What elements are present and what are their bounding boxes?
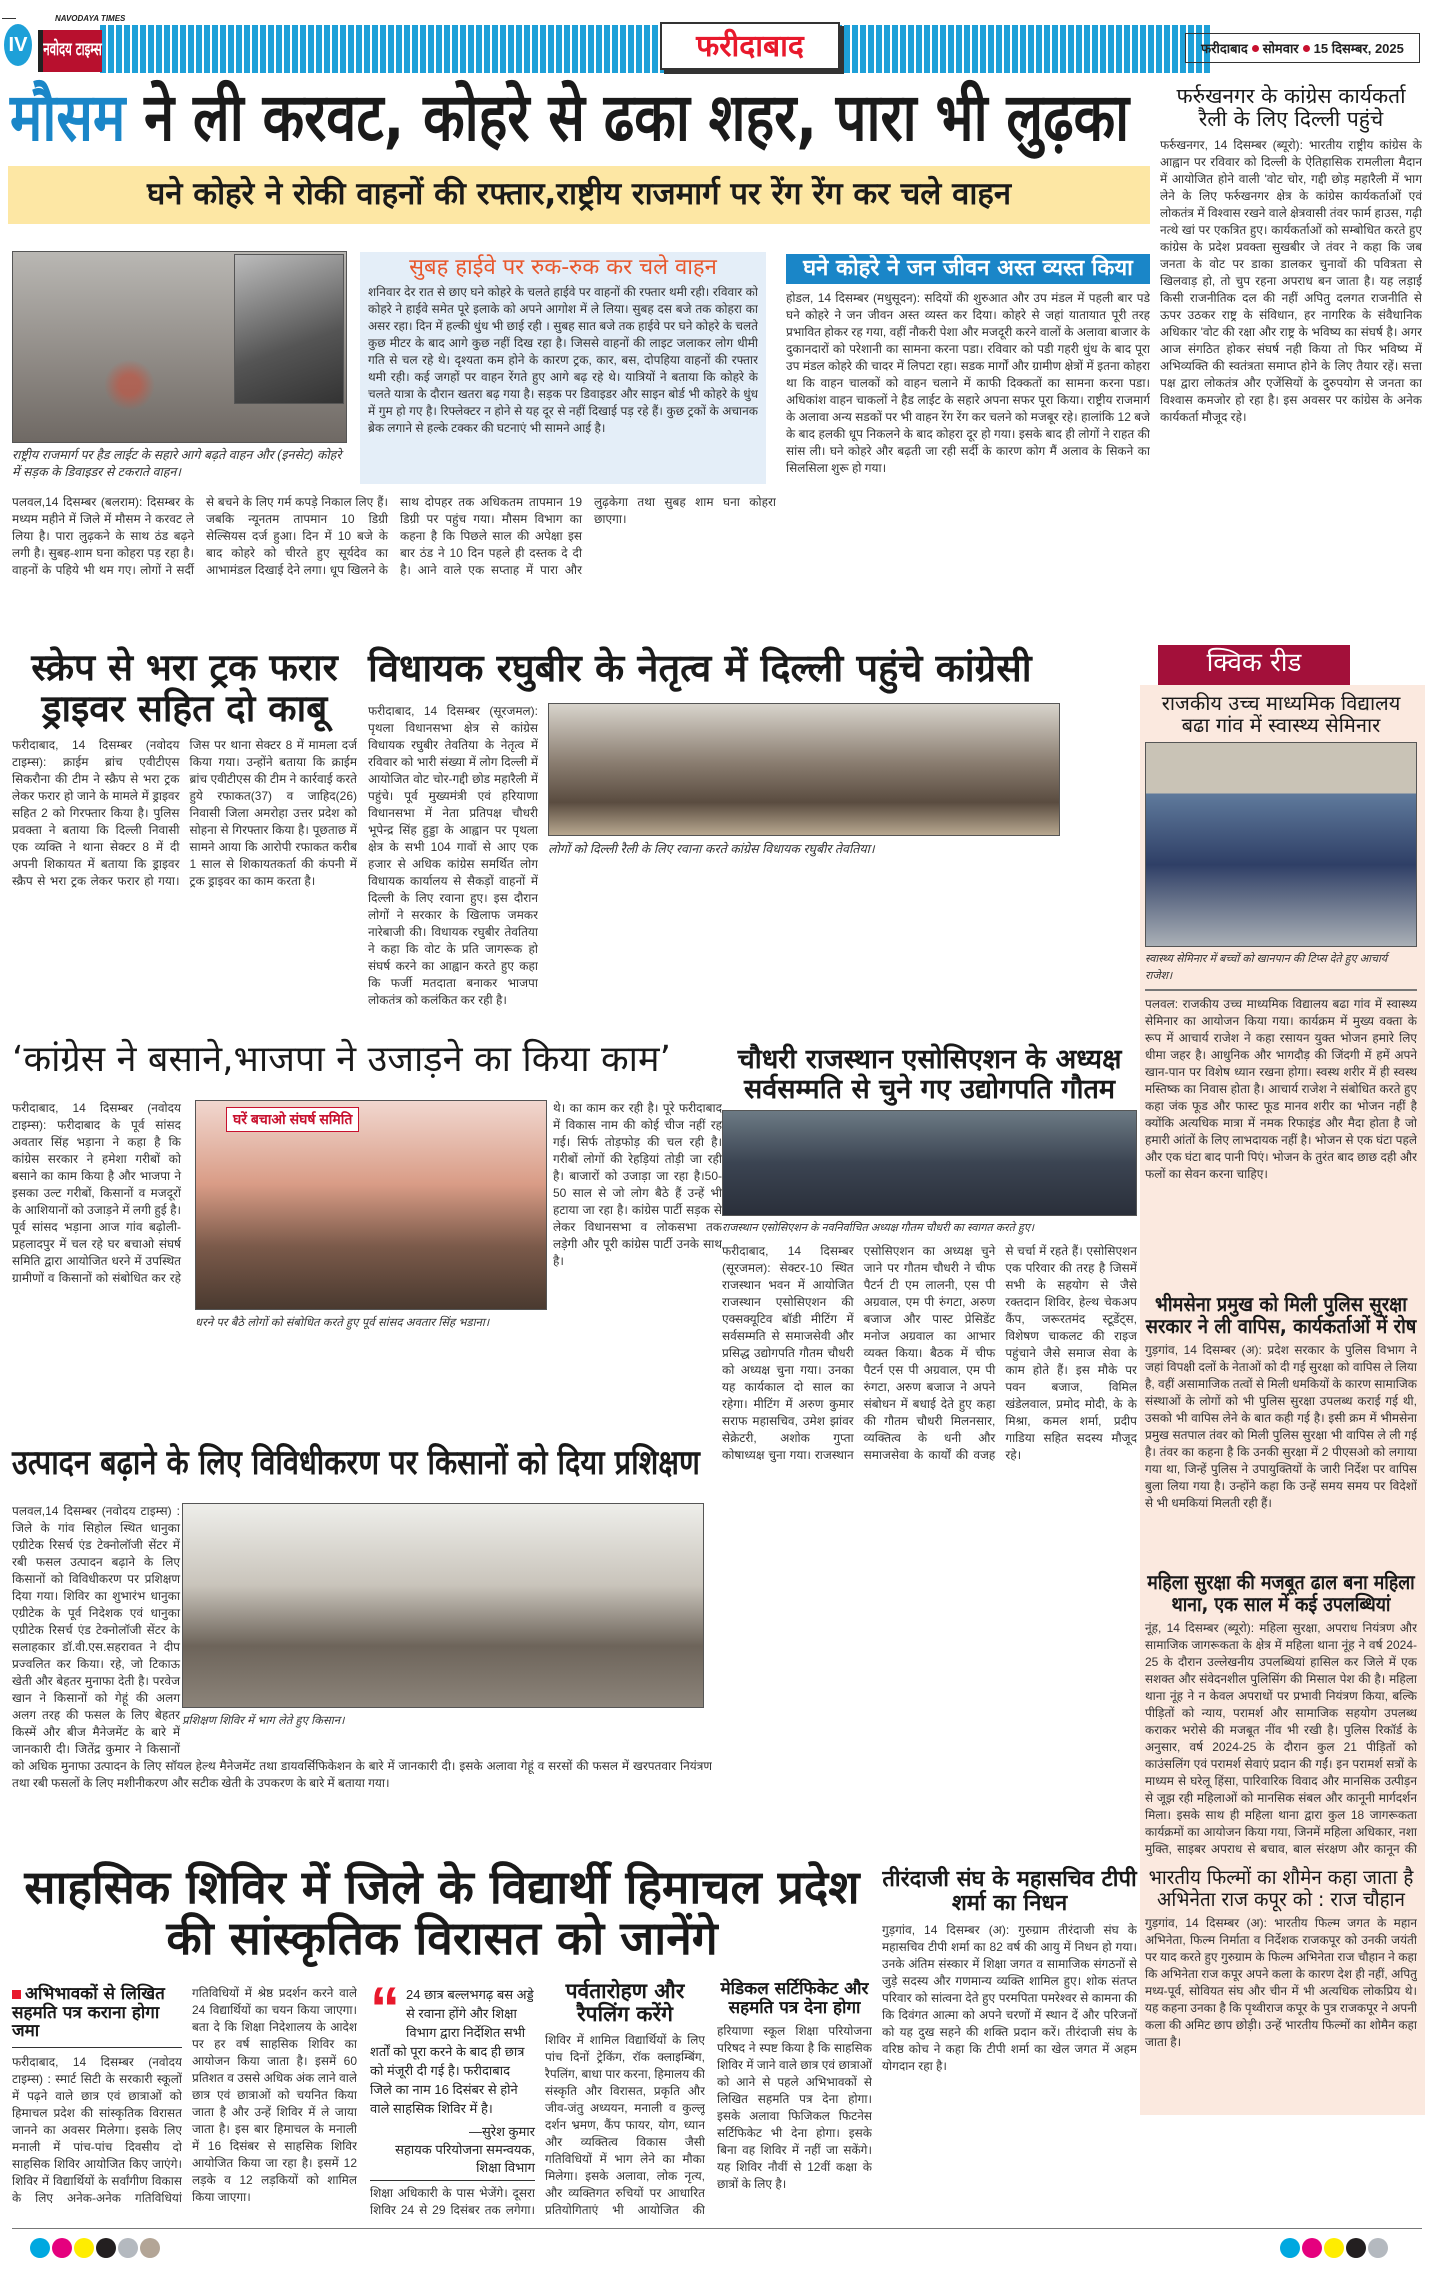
climb-article (545, 1980, 705, 2222)
scrap-headline-text: स्क्रेप से भरा ट्रक फरार ड्राइवर सहित दो काबू (31, 646, 338, 730)
medical-headline (717, 1980, 872, 2017)
farmers-headline (12, 1445, 712, 1482)
climb-body: शिविर में शामिल विद्यार्थियों के लिए पांच दिनों ट्रेकिंग, रॉक क्लाइम्बिंग, रैपलिंग, बाधा पार करना, हिमालय की संस्कृति और विरासत, प्रकृति और जीव-जंतु अध्ययन, मनाली व कुल्लू दर्शन भ्रमण, कैंप फायर, योग, ध्यान और व्यक्तित्व विकास जैसी गतिविधियों में भाग लेने का मौका मिलेगा। इसके अलावा, लोक नृत्य, और व्यक्तिगत रुचियों पर आधारित प्रतियोगिताएं भी आयोजित की (545, 2033, 705, 2218)
hodal-headline-text: घने कोहरे ने जन जीवन अस्त व्यस्त किया (803, 256, 1133, 281)
masthead-band (100, 25, 1210, 73)
lead-subhead (16, 177, 1142, 211)
camp-headline-text: साहसिक शिविर में जिले के विद्यार्थी हिमाचल प्रदेश की सांस्कृतिक विरासत को जानेंगे (24, 1860, 860, 1965)
farmers-headline-text: उत्पादन बढ़ाने के लिए विविधीकरण पर किसानों को दिया प्रशिक्षण (12, 1443, 700, 1483)
mahila-headline (1145, 1571, 1417, 1615)
fog-highway-photo (12, 251, 347, 443)
camp-quote-author: —सुरेश कुमार (469, 2124, 535, 2139)
highway-box-title-text: सुबह हाईवे पर रुक-रुक कर चले वाहन (409, 255, 717, 280)
dot-icon (1303, 45, 1310, 52)
camp-quote-block (370, 1975, 535, 2181)
registration-mark (2, 18, 16, 19)
highway-box-body: शनिवार देर रात से छाए घने कोहरे के चलते हाईवे पर वाहनों की रफ्तार थमी रही। रविवार को कोहरे ने हाईवे समेत पूरे इलाके को अपने आगोश में ले लिया। सुबह दस बजे तक कोहरा का असर रहा। दिन में हल्की धुंध भी छाई रही । सुबह सात बजे तक हाईवे पर घने कोहरे के चलते कुछ मीटर के बाद आगे कुछ नहीं दिख रहा है। जिससे वाहनों की लाइट जलाकर लोग धीमी गति से चल रहे थे। दृश्यता कम होने के कारण ट्रक, कार, बस, दोपहिया वाहनों की रफ्तार थमी रही। कई जगहों पर वाहन रेंगते हुए आगे बढ़ रहे थे। यात्रियों ने बताया कि कोहरे के चलते यात्रा के दौरान खतरा बढ़ गया है। सड़क पर डिवाइडर और साइन बोर्ड भी कोहरे के धुंध में गुम हो गए है। रिफ्लेक्टर न होने से यह दूर से नहीं दिखाई पड़ रहे हैं। कुछ ट्रकों के अचानक ब्रेक लगाने से हल्के टक्कर की घटनाएं भी सामने आई है। (368, 285, 758, 436)
camp-quote-role: सहायक परियोजना समन्वयक, शिक्षा विभाग (370, 2140, 535, 2181)
farmers-body-text: पलवल,14 दिसम्बर (नवोदय टाइम्स) : जिले के गांव सिहोल स्थित धानुका एग्रीटेक रिसर्च एंड टेक्नोलॉजी सेंटर में रबी फसल उत्पादन बढ़ाने के लिए किसानों को विविधीकरण पर प्रशिक्षण दिया गया। शिविर का शुभारंभ धानुका एग्रीटेक के पूर्व निदेशक एवं धानुका एग्रीटेक रिसर्च एंड टेक्नोलॉजी सेंटर के सलाहकार डॉ.वी.एस.सहरावत ने दीप प्रज्वलित कर किया। रहे, जो टिकाऊ खेती और बेहतर मुनाफा देती है। परवेज खान ने किसानों को गेहूं की अलग अलग तरह की फसल के लिए बेहतर किस्में और बीज मैनेजमेंट के बारे में जानकारी दी। जितेंद्र कुमार ने किसानों को अधिक मुनाफा उत्पादन के लिए सॉयल हेल्थ मैनेजमेंट तथा डायवर्सिफिकेशन के बारे में जानकारी दी। इसके अलावा गेहूं व सरसों की फसल में खरपतवार नियंत्रण तथा रबी फसलों के लिए मशीनीकरण और सटीक खेती के उपकरण के बारे में बताया गया। (12, 1504, 712, 1790)
camp-body-2: गतिविधियों में श्रेष्ठ प्रदर्शन करने वाले 24 विद्यार्थियों का चयन किया जाएगा।बता दे कि शिक्षा निदेशालय के आदेश पर हर वर्ष साहसिक शिविर का आयोजन किया जाता है। इसमें 60 प्रतिशत व उससे अधिक अंक लाने वाले छात्र एवं छात्राओं को चयनित किया जाता है और उन्हें शिविर में ले जाया जाता है। इस बार हिमाचल के मनाली में 16 दिसंबर से साहसिक शिविर आयोजित किया जा रहा है। इसमें 12 लड़के व 12 लड़कियों को शामिल किया जाएगा। (192, 1986, 357, 2204)
dharna-caption: धरने पर बैठे लोगों को संबोधित करते हुए पूर्व सांसद अवतार सिंह भडाना। (195, 1317, 490, 1329)
camp-body-3: शिक्षा अधिकारी के पास भेजेंगे। दूसरा शिविर 24 से 29 दिसंबर तक लगेगा। (370, 2186, 535, 2217)
obit-article (882, 1868, 1137, 2222)
training-photo-column (182, 1503, 704, 1748)
bhimsena-headline-text: भीमसेना प्रमुख को मिली पुलिस सुरक्षा सरकार ने ली वापिस, कार्यकर्ताओं में रोष (1145, 1292, 1417, 1338)
fog-photo-caption: राष्ट्रीय राजमार्ग पर हैड लाईट के सहारे आगे बढ़ते वाहन और (इनसेट) कोहरे में सड़क के डिवाइडर से टकराते वाहन। (12, 448, 342, 479)
quickread-tab (1158, 645, 1350, 685)
quickread-headline (1145, 692, 1417, 736)
medical-headline-text: मेडिकल सर्टिफिकेट और सहमति पत्र देना होगा (720, 1979, 869, 2018)
lead-subhead-text: घने कोहरे ने रोकी वाहनों की रफ्तार,राष्ट्रीय राजमार्ग पर रेंग रेंग कर चले वाहन (146, 176, 1012, 212)
masthead-logo (38, 30, 102, 72)
highway-box-title (368, 256, 758, 280)
rally-photo (548, 703, 1060, 836)
quote-icon: “ (370, 1975, 400, 2042)
films-body: गुड़गांव, 14 दिसम्बर (अ): भारतीय फिल्म जगत के महान अभिनेता, फिल्म निर्माता व निर्देशक राजकपूर को उनकी जयंती पर याद करते हुए गुरुग्राम के फिल्म अभिनेता राज चौहान ने कहा कि अभिनेता राज कपूर अपने कला के कारण देश ही नहीं, अपितु मध्य-पूर्व, सोवियत संघ और चीन में भी अत्यधिक लोकप्रिय थे। यह कहना उनका है कि पृथ्वीराज कपूर के पुत्र राजकपूर ने अपनी कला की अमिट छाप छोड़ी। उन्हें भारतीय फिल्मों का शोमैन कहा जाता है। (1145, 1916, 1417, 2049)
medical-article (717, 1980, 872, 2222)
cyan-dot (1280, 2238, 1300, 2258)
divider (1145, 989, 1417, 991)
quickread-headline-text: राजकीय उच्च माध्यमिक विद्यालय बढा गांव में स्वास्थ्य सेमिनार (1161, 691, 1401, 737)
farrukhnagar-headline (1160, 85, 1422, 131)
yellow-dot (74, 2238, 94, 2258)
fog-photo-column (12, 251, 347, 487)
films-headline (1145, 1866, 1417, 1910)
magenta-dot (52, 2238, 72, 2258)
edition-city (660, 22, 840, 70)
dateline-date: 15 दिसम्बर, 2025 (1313, 41, 1404, 56)
bhimsena-headline (1145, 1293, 1417, 1337)
rajasthan-article (722, 1045, 1137, 1855)
bullet-icon (12, 1990, 21, 1999)
training-photo (182, 1503, 704, 1708)
lead-headline-accent: मौसम (10, 79, 126, 156)
hodal-headline (786, 254, 1150, 284)
hodal-article (786, 254, 1150, 640)
obit-headline (882, 1868, 1137, 1916)
masthead-logo-text: नवोदय टाइम्स (43, 39, 102, 60)
quickread-body: पलवल: राजकीय उच्च माध्यमिक विद्यालय बढा गांव में स्वास्थ्य सेमिनार का आयोजन किया गया। कार्यक्रम में मुख्य वक्ता के रूप में आचार्य राजेश ने कहा रसायन युक्त भोजन हमारे लिए धीमा जहर है। आधुनिक और भागदौड़ की जिंदगी में हमें अपने खान-पान पर विशेष ध्यान रखना होगा। स्वस्थ शरीर में ही स्वस्थ मस्तिष्क का निवास होता है। आचार्य राजेश ने संबोधित करते हुए कहा जंक फूड और फास्ट फूड मानव शरीर का भोजन नहीं है क्योंकि अत्यधिक मात्रा में नमक रिफाइंड और मैदा होता है जो हमारी आंतों के लिए लाभदायक नहीं है। भोजन से एक घंटा पहले और एक घंटा बाद पानी पिएं। भोजन के तुरंत बाद छाछ दही और फलों का सेवन करना चाहिए। (1145, 997, 1417, 1181)
quickread-tab-text: क्विक रीड (1206, 648, 1302, 678)
camp-headline (12, 1862, 872, 1963)
hodal-body: होडल, 14 दिसम्बर (मधुसूदन): सदियों की शुरुआत और उप मंडल में पहली बार पडे घने कोहरे ने जन जीवन अस्त व्यस्त कर दिया। कोहरे से जहां यातायात पूरी तरह प्रभावित होकर रह गया, वहीं नौकरी पेशा और मजदूरी करने वालों के अलावा बाजार के दुकानदारों को परेशानी का सामना करना पडा। रविवार को पडी गहरी धुंध के बाद पूरा उप मंडल कोहरे की चादर में लिपटा रहा। सडक मार्गों और ग्रामीण क्षेत्रों में इतना कोहरा था कि वाहन चालकों को वाहन चलाने में काफी दिक्कतों का सामना करना पडा। अधिकांश वाहन चाकलों ने हैड लाईट के सहारे अपना सफर पूरा किया। राष्ट्रीय राजमार्ग के अलावा अन्य सडकों पर भी वाहन रेंग रेंग कर चलने को मजबूर रहे। हालांकि 12 बजे के बाद हलकी धूप निकलने के बाद कोहरा दूर हो गया। इसके बाद ही लोगों ने राहत की सांस ली। घने कोहरे और बढ़ती जा रही सर्दी के कारण कोग मैं अलाव के सिकने का सिलसिला शुरू हो गया। (786, 291, 1150, 476)
lead-body: पलवल,14 दिसम्बर (बलराम): दिसम्बर के मध्यम महीने में जिले में मौसम ने करवट ले लिया है। पारा लुढ़कने के साथ ठंड बढ़ने लगी है। सुबह-शाम घना कोहरा पड़ रहा है। वाहनों के पहिये भी थम गए। लोगों ने सर्दी से बचने के लिए गर्म कपड़े निकाल लिए हैं। जबकि न्यूनतम तापमान 10 डिग्री सेल्सियस दर्ज हुआ। दिन में 10 बजे के बाद कोहरे को चीरते हुए सूर्यदेव का आभामंडल दिखाई देने लगा। धूप खिलने के साथ दोपहर तक अधिकतम तापमान 19 डिग्री पर पहुंच गया। मौसम विभाग का कहना है कि पिछले साल की अपेक्षा इस बार ठंड ने 10 दिन पहले ही दस्तक दे दी है। आने वाले एक सप्ताह में पारा और लुढ़केगा तथा सुबह शाम घना कोहरा छाएगा। (12, 495, 776, 577)
dateline-weekday: सोमवार (1262, 41, 1299, 56)
lead-headline-line (10, 79, 1150, 156)
medical-body: हरियाणा स्कूल शिक्षा परियोजना परिषद ने स्पष्ट किया है कि साहसिक शिविर में जाने वाले छात्र एवं छात्राओं को आने से पहले अभिभावकों से लिखित सहमति पत्र देना होगा। इसके अलावा फिजिकल फिटनेस सर्टिफिकेट भी देना होगा। इसके बिना वह शिविर में नहीं जा सकेंगे। यह शिविर नौवीं से 12वीं कक्षा के छात्रों के लिए है। (717, 2024, 872, 2192)
magenta-dot (1302, 2238, 1322, 2258)
rajasthan-body: फरीदाबाद, 14 दिसम्बर (सूरजमल): सेक्टर-10 स्थित राजस्थान भवन में आयोजित राजस्थान एसोसिएशन की एक्सक्यूटिव बॉडी मीटिंग में सर्वसम्मति से समाजसेवी और प्रसिद्ध उद्योगपति गौतम चौधरी को अध्यक्ष चुना गया। उनका यह कार्यकाल दो साल का रहेगा। मीटिंग में अरुण कुमार सराफ महासचिव, उमेश झांवर सेक्रेटरी, अशोक गुप्ता कोषाध्यक्ष चुना गया। राजस्थान एसोसिएशन का अध्यक्ष चुने जाने पर गौतम चौधरी ने चीफ पैटर्न टी एम लालनी, एस पी अग्रवाल, एम पी रुंगटा, अरुण बजाज और पास्ट प्रेसिडेंट मनोज अग्रवाल का आभार व्यक्त किया। बैठक में चीफ पैटर्न एस पी अग्रवाल, एम पी रुंगटा, अरुण बजाज ने अपने संबोधन में बधाई देते हुए कहा की गौतम चौधरी मिलनसार, व्यक्तित्व के धनी और समाजसेवा के कार्यों की वजह से चर्चा में रहते हैं। एसोसिएशन एक परिवार की तरह है जिसमें सभी के सहयोग से जैसे रक्तदान शिविर, हेल्थ चेकअप कैंप, जरूरतमंद स्टूडेंट्स, विशेषण चाकलट की राइज पहुंचाने जैसे समाज सेवा के काम होते हैं। इस मौके पर पवन बजाज, विमिल खंडेलवाल, प्रमोद मोदी, के के मिश्रा, कमल शर्मा, प्रदीप गाडिया सहित सदस्य मौजूद रहे। (722, 1244, 1137, 1463)
camp-quote (370, 1975, 535, 2222)
camp-side-headline-text: अभिभावकों से लिखित सहमति पत्र कराना होगा जमा (12, 1984, 165, 2042)
farrukhnagar-body: फर्रुखनगर, 14 दिसम्बर (ब्यूरो): भारतीय राष्ट्रीय कांग्रेस के आह्वान पर रविवार को दिल्ली के ऐतिहासिक रामलीला मैदान में आयोजित होने वाली 'वोट चोर, गद्दी छोड़ महारैली में भाग लेने के लिए फर्रुखनगर क्षेत्र के कांग्रेस कार्यकर्ताओं एवं लोकतंत्र में विश्वास रखने वाले क्षेत्रवासी तंवर फार्म हाउस, गढ़ी नत्थे खां पर एकत्रित हुए। कार्यकर्ताओं को सम्बोधित करते हुए कांग्रेस के प्रदेश प्रवक्ता सुखबीर जे तंवर ने कहा कि जब जनता के वोट पर डाका डालकर चुनावों की पवित्रता से खिलवाड़ हो, तो चुप रहना अपराध बन जाता है। यह लड़ाई किसी राजनीतिक दल की नहीं अपितु दलगत राजनीति से ऊपर उठकर राष्ट्र के संविधान, हर नागरिक के संवैधानिक अधिकार 'वोट की रक्षा और राष्ट्र के भविष्य का संघर्ष है। अगर आज संगठित होकर संघर्ष नही किया तो फिर भविष्य में अभिव्यक्ति की स्वतंत्रता समाप्त होने के लिए तैयार रहें। सत्ता पक्ष द्वारा लोकतंत्र और एजेंसियों के दुरुपयोग से जनता का विश्वास कमजोर हो रहा है। इस अवसर पर कांग्रेस के अनेक कार्यकर्ता मौजूद रहे। (1160, 138, 1422, 425)
raghubir-body: फरीदाबाद, 14 दिसम्बर (सूरजमल): पृथला विधानसभा क्षेत्र से कांग्रेस विधायक रघुबीर तेवतिया के नेतृत्व में रविवार को भारी संख्या में लोग दिल्ली में आयोजित वोट चोर-गद्दी छोड महारैली में पहुंचे। पूर्व मुख्यमंत्री एवं हरियाणा विधानसभा में नेता प्रतिपक्ष चौधरी भूपेन्द्र सिंह हुड्डा के आह्वान पर पृथला क्षेत्र के सभी 104 गावों से आए एक हजार से अधिक कांग्रेस समर्थित लोग विधायक कार्यालय से सैकड़ों वाहनों में दिल्ली के लिए रवाना हुए। इस दौरान लोगों ने सरकार के खिलाफ जमकर नारेबाजी की। विधायक रघुबीर तेवतिया ने कहा कि वोट के प्रति जागरूक हो संघर्ष करने का आह्वान करते हुए कहा कि फर्जी मतदाता बनाकर भाजपा लोकतंत्र को कलंकित कर रही है। (368, 704, 538, 1007)
dharna-banner: घरें बचाओ संघर्ष समिति (226, 1107, 359, 1132)
rajasthan-photo (722, 1110, 1137, 1216)
dateline (1185, 33, 1420, 63)
camp-side-body: फरीदाबाद, 14 दिसम्बर (नवोदय टाइम्स) : स्मार्ट सिटी के सरकारी स्कूलों में पढ़ने वाले छात्र एवं छात्राओं को हिमाचल प्रदेश की सांस्कृतिक विरासत जानने का अवसर मिलेगा। इसके लिए मनाली में पांच-पांच दिवसीय दो साहसिक शिविर आयोजित किए जाएंगे। शिविर में विद्यार्थियों के सर्वांगीण विकास के लिए अनेक-अनेक गतिविधियां (12, 2055, 182, 2206)
footer-rule (12, 2228, 1422, 2229)
tan-dot (140, 2238, 160, 2258)
camp-side-headline-line (12, 1985, 182, 2041)
rajasthan-headline-text: चौधरी राजस्थान एसोसिएशन के अध्यक्ष सर्वसम्मति से चुने गए उद्योगपति गौतम (737, 1044, 1122, 1105)
obit-headline-text: तीरंदाजी संघ के महासचिव टीपी शर्मा का निधन (882, 1867, 1137, 1917)
black-dot (96, 2238, 116, 2258)
raghubir-headline (368, 648, 1068, 690)
right-sidebar-articles (1145, 692, 1417, 2112)
farrukhnagar-article (1160, 85, 1422, 640)
dot-icon (1252, 45, 1259, 52)
cyan-dot (30, 2238, 50, 2258)
registration-dots-right (1280, 2238, 1390, 2263)
rally-photo-column (548, 703, 1060, 883)
congress-headline (12, 1040, 722, 1080)
yellow-dot (1324, 2238, 1344, 2258)
films-headline-text: भारतीय फिल्मों का शौमेन कहा जाता है अभिनेता राज कपूर को : राज चौहान (1148, 1865, 1414, 1911)
lead-headline (10, 79, 1150, 156)
brand-english: NAVODAYA TIMES (55, 14, 126, 23)
scrap-article (12, 648, 357, 1033)
scrap-body: फरीदाबाद, 14 दिसम्बर (नवोदय टाइम्स): क्राईम ब्रांच एवीटीएस सिकरौना की टीम ने स्क्रैप से भरा ट्रक लेकर फरार हो जाने के मामले में ड्राइवर सहित 2 को गिरफ्तार किया है। पुलिस प्रवक्ता ने बताया कि दिल्ली निवासी एक व्यक्ति ने थाना सेक्टर 8 में दी अपनी शिकायत में बताया कि ड्राइवर स्क्रैप से भरा ट्रक लेकर फरार हो गया। जिस पर थाना सेक्टर 8 में मामला दर्ज किया गया। उन्होंने बताया कि क्राईम ब्रांच एवीटीएस की टीम ने कार्रवाई करते हुये रफाकत(37) व जाहिद(26) निवासी जिला अमरोहा उत्तर प्रदेश को सोहना से गिरफ्तार किया है। पूछताछ में सामने आया कि आरोपी रफाकत करीब 1 साल से शिकायतकर्ता की कंपनी में ट्रक ड्राइवर का काम करता है। (12, 738, 357, 889)
climb-headline (545, 1980, 705, 2026)
bhimsena-body: गुड़गांव, 14 दिसम्बर (अ): प्रदेश सरकार के पुलिस विभाग ने जहां विपक्षी दलों के नेताओं को दी गई सुरक्षा को वापिस ले लिया है, वहीं असामाजिक तत्वों से मिली धमकियों के कारण सामाजिक संस्थाओं के लोगों को भी पुलिस सुरक्षा उपलब्ध कराई गई थी, उसको भी वापिस लेने के बात कही गई है। इसी क्रम में भीमसेना प्रमुख सतपाल तंवर को मिली पुलिस सुरक्षा भी वापिस ले ली गई है। तंवर का कहना है कि उनकी सुरक्षा में 2 पीएसओ को लगाया गया था, जिन्हें पुलिस ने उपायुक्तियों के जारी निर्देश पर वापिस बुला लिया गया है। उन्होंने कहा कि उन्हें समय समय पर विदेशों से भी धमकियां मिलती रही हैं। (1145, 1343, 1417, 1510)
climb-headline-text: पर्वतारोहण और रैपलिंग करेंगे (565, 1979, 685, 2027)
rajasthan-caption: राजस्थान एसोसिएशन के नवनिर्वाचित अध्यक्ष गौतम चौधरी का स्वागत करते हुए। (722, 1222, 1035, 1235)
mahila-body: नूंह, 14 दिसम्बर (ब्यूरो): महिला सुरक्षा, अपराध नियंत्रण और सामाजिक जागरूकता के क्षेत्र में महिला थाना नूंह ने वर्ष 2024-25 के दौरान उल्लेखनीय उपलब्धियां हासिल कर जिले में एक सशक्त और संवेदनशील पुलिसिंग की मिसाल पेश की है। महिला थाना नूंह ने न केवल अपराधों पर प्रभावी नियंत्रण किया, बल्कि पीड़ितों को न्याय, परामर्श और सामाजिक सहयोग उपलब्ध कराकर भरोसे की मजबूत नींव भी रखी है। पुलिस रिकॉर्ड के अनुसार, वर्ष 2024-25 के दौरान कुल 21 पीड़ितों को काउंसलिंग एवं परामर्श सेवाएं प्रदान की गईं। इन परामर्श सत्रों के माध्यम से घरेलू हिंसा, पारिवारिक विवाद और मानसिक उत्पीड़न से जूझ रही महिलाओं को मानसिक संबल और कानूनी मार्गदर्शन मिला। इसके साथ ही महिला थाना द्वारा कुल 18 जागरूकता कार्यक्रमों का आयोजन किया गया, जिनमें महिला अधिकार, नशा मुक्ति, साइबर अपराध से बचाव, बाल संरक्षण और कानून की (1145, 1621, 1417, 1856)
raghubir-headline-text: विधायक रघुबीर के नेतृत्व में दिल्ली पहुंचे कांग्रेसी (368, 646, 1032, 690)
training-caption: प्रशिक्षण शिविर में भाग लेते हुए किसान। (182, 1715, 345, 1727)
page-number: IV (2, 22, 34, 68)
grey-dot (118, 2238, 138, 2258)
seminar-caption: स्वास्थ्य सेमिनार में बच्चों को खानपान की टिप्स देते हुए आचार्य राजेश। (1145, 953, 1388, 982)
camp-sidebar (12, 1985, 182, 2222)
dateline-city: फरीदाबाद (1201, 41, 1248, 56)
mahila-headline-text: महिला सुरक्षा की मजबूत ढाल बना महिला थाना, एक साल में कई उपलब्धियां (1147, 1570, 1415, 1616)
seminar-photo (1145, 742, 1417, 947)
registration-dots (30, 2238, 162, 2263)
fog-inset-photo (234, 254, 344, 404)
scrap-headline (12, 648, 357, 729)
black-dot (1346, 2238, 1366, 2258)
highway-box (360, 252, 766, 484)
camp-side-headline (12, 1985, 182, 2048)
obit-body: गुड़गांव, 14 दिसम्बर (अ): गुरुग्राम तीरंदाजी संघ के महासचिव टीपी शर्मा का 82 वर्ष की आयु में निधन हो गया। उनके अंतिम संस्कार में शिक्षा जगत व सामाजिक संगठनों से जुड़े सदस्य और गणमान्य व्यक्ति शामिल हुए। शोक संतप्त परिवार को सांत्वना देते हुए परमपिता पमरेश्वर से कामना की कि दिवंगत आत्मा को अपने चरणों में स्थान दें और परिजनों को यह दुख सहने की शक्ति प्रदान करें। तीरंदाजी संघ के वरिष्ठ कोच ने कहा कि टीपी शर्मा का खेल जगत में अहम योगदान रहा है। (882, 1923, 1137, 2074)
rajasthan-headline (722, 1045, 1137, 1104)
congress-body: फरीदाबाद, 14 दिसम्बर (नवोदय टाइम्स): फरीदाबाद के पूर्व सांसद अवतार सिंह भड़ाना ने कहा है कि कांग्रेस सरकार ने हमेशा गरीबों को बसाने का काम किया है और भाजपा ने इसका उल्ट गरीबों, किसानों व मजदूरों के आशियानों को उजाड़ने में लगी हुई है। पूर्व सांसद भड़ाना आज गांव बढ़ोली-प्रहलादपुर में चल रहे घर बचाओ संघर्ष समिति द्वारा आयोजित धरने में उपस्थित ग्रामीणों व किसानों को संबोधित कर रहे थे। का काम कर रही है। पूरे फरीदाबाद में विकास नाम की कोई चीज नहीं रह गई। सिर्फ तोड़फोड़ की चल रही है। गरीबों लोगों की रेहड़ियां तोड़ी जा रही है। बाजारों को उजाड़ा जा रहा है।50-50 साल से जो लोग बैठे हैं उन्हें भी हटाया जा रहा है। कांग्रेस पार्टी सड़क से लेकर विधानसभा व लोकसभा तक लड़ेगी और पूरी कांग्रेस पार्टी उनके साथ है। (12, 1101, 722, 1285)
grey-dot (1368, 2238, 1388, 2258)
edition-city-text: फरीदाबाद (696, 29, 804, 64)
rally-photo-caption: लोगों को दिल्ली रैली के लिए रवाना करते कांग्रेस विधायक रघुबीर तेवतिया। (548, 842, 875, 856)
congress-headline-text: ‘कांग्रेस ने बसाने,भाजपा ने उजाड़ने का किया काम’ (12, 1039, 671, 1080)
camp-quote-text: 24 छात्र बल्लभगढ़ बस अड्डे से रवाना होंगे और शिक्षा विभाग द्वारा निर्देशित सभी शर्तों को पूरा करने के बाद ही छात्र को मंजूरी दी गई है। फरीदाबाद जिले का नाम 16 दिसंबर से होने वाले साहसिक शिविर में है। (370, 1987, 534, 2116)
lead-headline-rest: ने ली करवट, कोहरे से ढका शहर, पारा भी लुढ़का (125, 79, 1130, 156)
farrukhnagar-headline-text: फर्रुखनगर के कांग्रेस कार्यकर्ता रैली के लिए दिल्ली पहुंचे (1176, 84, 1406, 132)
